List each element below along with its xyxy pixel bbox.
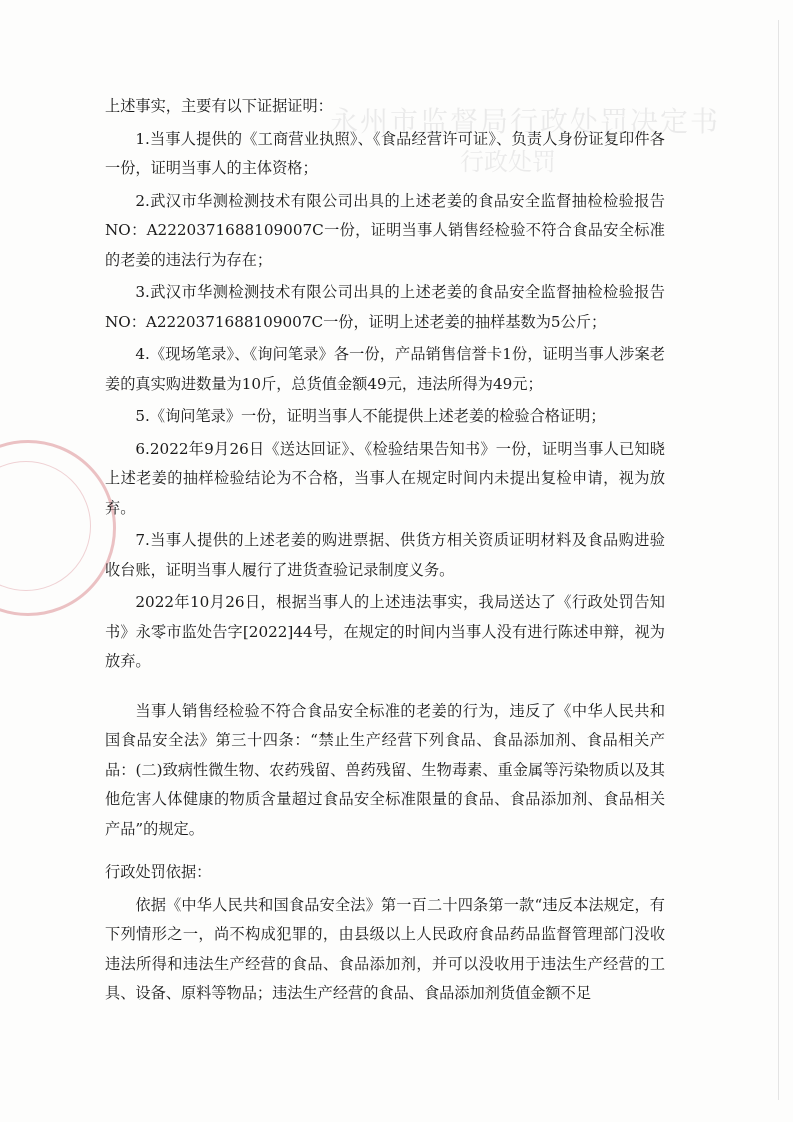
penalty-basis-paragraph: 依据《中华人民共和国食品安全法》第一百二十四条第一款“违反本法规定，有下列情形之一，尚不构成犯罪的，由县级以上人民政府食品药品监督管理部门没收违法所得和违法生产经营的食品、食品添加剂，并可以没收用于违法生产经营的工具、设备、原料等物品；违法生产经营的食品、食品添加剂货值金额不足 [105, 895, 665, 1002]
evidence-item: 1.当事人提供的《工商营业执照》、《食品经营许可证》、负责人身份证复印件各一份，证明当事人的主体资格； [105, 129, 665, 177]
evidence-item: 4.《现场笔录》、《询问笔录》各一份，产品销售信誉卡1份，证明当事人涉案老姜的真实购进数量为10斤，总货值金额49元，违法所得为49元； [105, 345, 665, 393]
bleed-through-text: 行政处罚 [460, 148, 556, 176]
notice-paragraph: 2022年10月26日，根据当事人的上述违法事实，我局送达了《行政处罚告知书》永零市监处告字[2022]44号，在规定的时间内当事人没有进行陈述申辩，视为放弃。 [105, 593, 665, 670]
evidence-item: 6.2022年9月26日《送达回证》、《检验结果告知书》一份，证明当事人已知晓上述老姜的抽样检验结论为不合格，当事人在规定时间内未提出复检申请，视为放弃。 [105, 439, 665, 517]
evidence-heading: 上述事实，主要有以下证据证明： [105, 97, 333, 115]
penalty-basis-heading: 行政处罚依据： [105, 863, 212, 881]
evidence-item: 2.武汉市华测检测技术有限公司出具的上述老姜的食品安全监督抽检检验报告NO：A2220371688109007C一份，证明当事人销售经检验不符合食品安全标准的老姜的违法行为存在； [105, 191, 665, 269]
evidence-item: 5.《询问笔录》一份，证明当事人不能提供上述老姜的检验合格证明； [135, 407, 606, 425]
page-edge [778, 20, 779, 1100]
evidence-item: 3.武汉市华测检测技术有限公司出具的上述老姜的食品安全监督抽检检验报告NO：A2220371688109007C一份，证明上述老姜的抽样基数为5公斤； [105, 283, 665, 331]
seal-inner-ring [0, 461, 91, 591]
evidence-item: 7.当事人提供的上述老姜的购进票据、供货方相关资质证明材料及食品购进验收台账，证明当事人履行了进货查验记录制度义务。 [105, 531, 665, 579]
official-seal-stamp [0, 440, 116, 616]
document-body [105, 92, 665, 1009]
bleed-through-text: 永州市监督局行政处罚决定书 [330, 105, 721, 138]
violation-paragraph: 当事人销售经检验不符合食品安全标准的老姜的行为，违反了《中华人民共和国食品安全法》第三十四条：“禁止生产经营下列食品、食品添加剂、食品相关产品：(二)致病性微生物、农药残留、兽药残留、生物毒素、重金属等污染物质以及其他危害人体健康的物质含量超过食品安全标准限量的食品、食品添加剂、食品相关产品”的规定。 [105, 701, 665, 838]
